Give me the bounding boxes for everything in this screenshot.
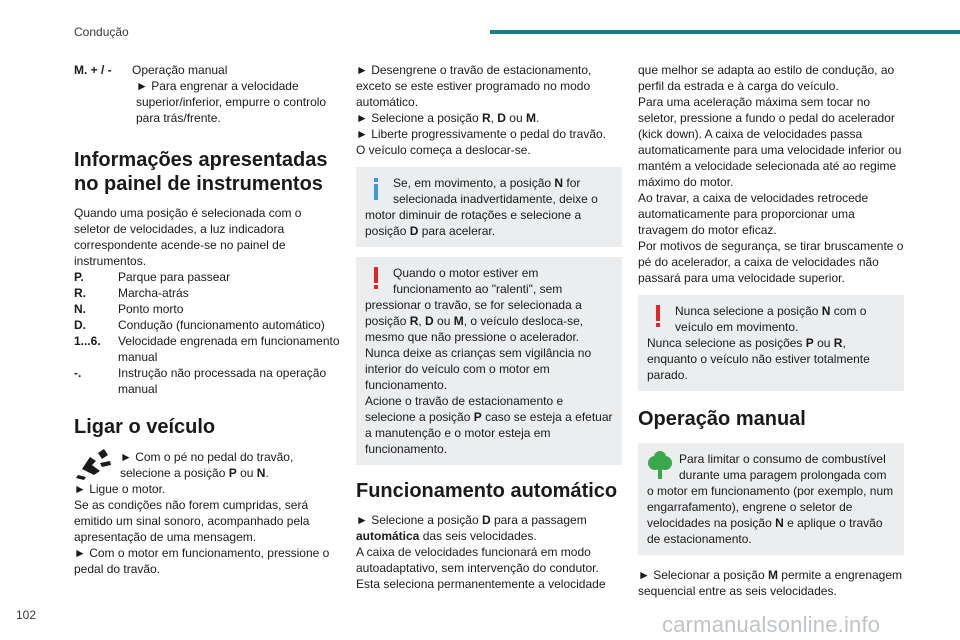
warning2-text-1: Nunca selecione a posição N com o veículo em movimento. (675, 304, 867, 334)
heading-manual: Operação manual (638, 408, 806, 430)
def-row (74, 301, 340, 317)
watermark: carmanualsonline.info (662, 612, 881, 637)
indicator-list (74, 269, 340, 397)
warning-icon (647, 303, 669, 331)
info-note (356, 167, 622, 247)
warning-icon (365, 265, 387, 293)
def-desc: Parque para passear (118, 270, 231, 284)
auto-text-2: A caixa de velocidades funcionará em modo autoadaptativo, sem intervenção do condutor. (356, 545, 599, 575)
warning-text-2: Nunca deixe as crianças sem vigilância no interior do veículo com o motor em funcionamento. (365, 346, 592, 392)
auto-step: ► Selecione a posição D para a passagem automática das seis velocidades. (356, 513, 587, 543)
auto-cont-2: Para uma aceleração máxima sem tocar no seletor, pressione a fundo o pedal do acelerador (kick down). A caixa de velocidades passa automaticamente para uma velocidade inferior ou mantém a velocidade selecionada até ao regime máximo do motor. (638, 95, 902, 189)
start-step-3: Se as condições não forem cumpridas, será emitido um sinal sonoro, acompanhado pela apresentação de uma mensagem. (74, 498, 310, 544)
column-2 (356, 62, 622, 592)
warning-note (356, 257, 622, 465)
def-desc: Marcha-atrás (118, 286, 189, 300)
warning-text-1: Quando o motor estiver em funcionamento ao "ralenti", sem pressionar o travão, se for selecionada a posição R, D ou M, o veículo desloca-se, mesmo que não pressione o acelerador. (365, 266, 584, 344)
def-term: -. (74, 366, 82, 380)
auto-cont-1: que melhor se adapta ao estilo de condução, ao perfil da estrada e à carga do veículo. (638, 63, 895, 93)
warning-note-2 (638, 295, 904, 391)
start-step-4: ► Com o motor em funcionamento, pressione o pedal do travão. (74, 546, 330, 576)
def-row (74, 365, 340, 397)
page-number: 102 (16, 608, 37, 622)
def-row (74, 285, 340, 301)
def-desc: Instrução não processada na operação manual (118, 366, 327, 396)
info-note-text: Se, em movimento, a posição N for selecionada inadvertidamente, deixe o motor diminuir de rotações e selecione a posição D para acelerar. (365, 176, 598, 238)
eco-text: Para limitar o consumo de combustível durante uma paragem prolongada com o motor em funcionamento (por exemplo, num engarrafamento), engrene o seletor de velocidades na posição N e aplique o travão de estacionamento. (647, 452, 894, 546)
def-term: R. (74, 286, 86, 300)
def-term: D. (74, 318, 86, 332)
step-release-brake: ► Desengrene o travão de estacionamento, exceto se este estiver programado no modo automático. (356, 63, 592, 109)
auto-text-3: Esta seleciona permanentemente a velocidade (356, 577, 606, 591)
start-step-2: ► Ligue o motor. (74, 482, 166, 496)
info-intro: Quando uma posição é selecionada com o seletor de velocidades, a luz indicadora correspondente acende-se no painel de instrumentos. (74, 206, 302, 268)
info-icon (365, 175, 387, 204)
manual-term: M. + / - (74, 63, 112, 77)
def-row (74, 317, 340, 333)
auto-cont-4: Por motivos de segurança, se tirar bruscamente o pé do acelerador, a caixa de velocidades não passará para uma velocidade superior. (638, 239, 904, 285)
manual-def (74, 62, 340, 126)
def-term: N. (74, 302, 86, 316)
step-select-position: ► Selecione a posição R, D ou M. (356, 111, 540, 125)
heading-auto: Funcionamento automático (356, 480, 618, 502)
heading-info: Informações apresentadas no painel de instrumentos (74, 149, 328, 195)
def-row (74, 333, 340, 365)
def-term: P. (74, 270, 84, 284)
def-row (74, 269, 340, 285)
column-1 (74, 62, 340, 577)
header-accent-bar (490, 30, 960, 34)
warning-text-3: Acione o travão de estacionamento e selecione a posição P caso se esteja a efetuar a manutenção e o motor esteja em funcionamento. (365, 394, 613, 456)
def-term: 1...6. (74, 334, 101, 348)
foot-on-brake-icon (74, 447, 114, 481)
warning2-text-2: Nunca selecione as posições P ou R, enquanto o veículo não estiver totalmente parado. (647, 336, 870, 382)
manual-desc-2: ► Para engrenar a velocidade superior/inferior, empurre o controlo para trás/frente. (136, 79, 327, 125)
eco-tree-icon (647, 451, 673, 481)
start-block (74, 449, 340, 577)
def-desc: Condução (funcionamento automático) (118, 318, 325, 332)
start-step-1: ► Com o pé no pedal do travão, selecione a posição P ou N. (120, 450, 294, 480)
def-desc: Ponto morto (118, 302, 184, 316)
manual-desc: Operação manual (132, 63, 228, 77)
heading-start: Ligar o veículo (74, 416, 216, 438)
eco-note (638, 443, 904, 555)
manual-step: ► Selecionar a posição M permite a engrenagem sequencial entre as seis velocidades. (638, 568, 903, 598)
header-title: Condução (74, 25, 129, 39)
step-release-pedal: ► Liberte progressivamente o pedal do travão. (356, 127, 607, 141)
column-3 (638, 62, 904, 599)
auto-cont-3: Ao travar, a caixa de velocidades retrocede automaticamente para proporcionar uma travagem do motor eficaz. (638, 191, 869, 237)
vehicle-moves: O veículo começa a deslocar-se. (356, 143, 531, 157)
def-desc: Velocidade engrenada em funcionamento manual (118, 334, 340, 364)
